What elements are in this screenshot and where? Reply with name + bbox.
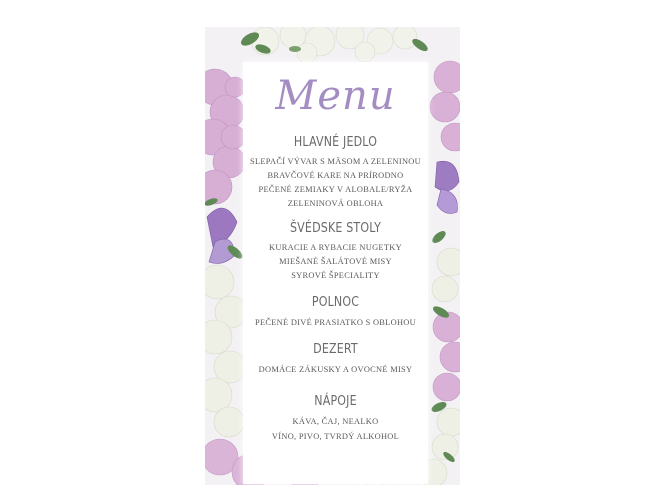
sweet-pea-purple-left — [207, 208, 237, 263]
menu-item: SYROVÉ ŠPECIALITY — [291, 271, 380, 280]
menu-card — [205, 27, 460, 485]
section-heading-main-course: HLAVNÉ JEDLO — [293, 134, 378, 150]
menu-item: KURACIE A RYBACIE NUGETKY — [269, 243, 402, 252]
sweet-pea-purple-right — [435, 161, 459, 213]
section-heading-dessert: DEZERT — [313, 341, 358, 357]
section-heading-buffet: ŠVÉDSKE STOLY — [289, 220, 382, 236]
menu-item: PEČENÉ DIVÉ PRASIATKO S OBLOHOU — [255, 318, 416, 327]
menu-item: VÍNO, PIVO, TVRDÝ ALKOHOL — [271, 432, 400, 441]
menu-item: MIEŠANÉ ŠALÁTOVÉ MISY — [279, 257, 392, 266]
menu-item: DOMÁCE ZÁKUSKY A OVOCNÉ MISY — [258, 365, 413, 374]
hydrangea-pink-left — [205, 69, 245, 204]
hydrangea-white-top — [251, 27, 417, 63]
menu-item: BRAVČOVÉ KARE NA PRÍRODNO — [267, 171, 404, 180]
hydrangea-pink-right — [430, 61, 460, 401]
section-heading-drinks: NÁPOJE — [314, 393, 357, 409]
section-heading-midnight: POLNOC — [311, 294, 360, 310]
menu-title: Menu — [275, 73, 396, 119]
menu-item: ZELENINOVÁ OBLOHA — [287, 199, 384, 208]
menu-item: KÁVA, ČAJ, NEALKO — [292, 417, 379, 426]
hydrangea-white-left — [205, 265, 247, 437]
menu-panel — [243, 62, 428, 484]
menu-item: PEČENÉ ZEMIAKY V ALOBALE/RYŽA — [258, 185, 413, 194]
menu-item: SLEPAČÍ VÝVAR S MÄSOM A ZELENINOU — [250, 157, 421, 166]
